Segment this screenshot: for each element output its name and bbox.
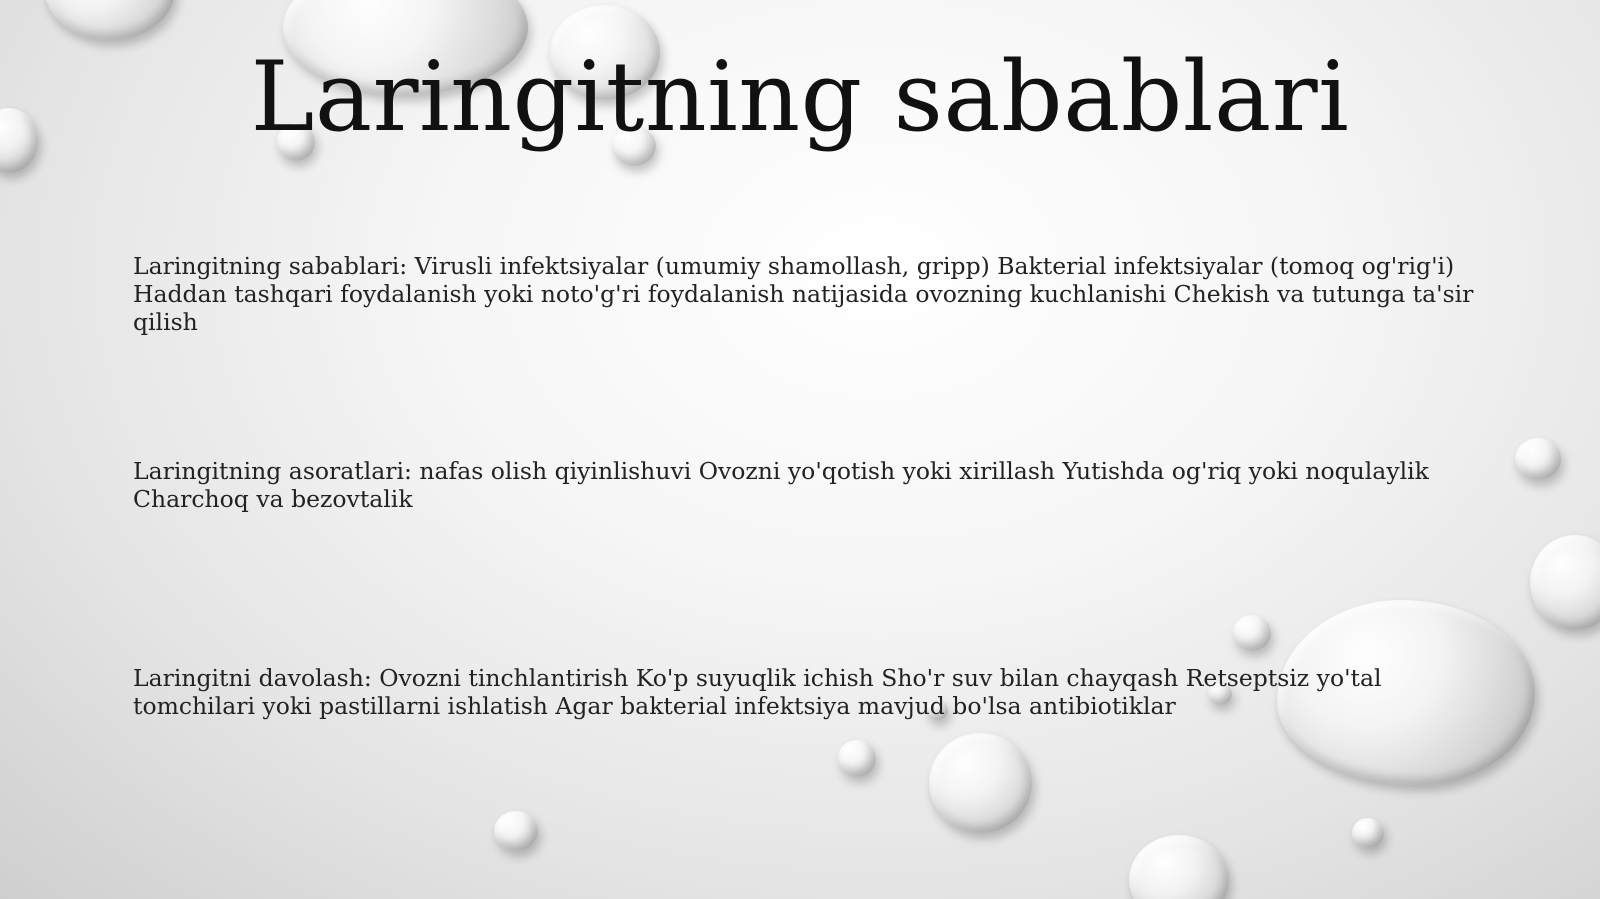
water-drop-decoration — [1233, 615, 1271, 651]
slide-title: Laringitning sabablari — [250, 41, 1350, 153]
water-drop-decoration — [45, 0, 175, 40]
treatment-paragraph: Laringitni davolash: Ovozni tinchlantirish Ko'p suyuqlik ichish Sho'r suv bilan chayqash Retseptsiz yo'tal tomchilari yoki pastillarni ishlatish Agar bakterial infektsiya mavjud bo'lsa antibiotiklar — [133, 664, 1382, 720]
water-drop-decoration — [494, 811, 538, 851]
causes-paragraph: Laringitning sabablari: Virusli infektsiyalar (umumiy shamollash, gripp) Bakterial infektsiyalar (tomoq og'rig'i) Haddan tashqari foydalanish yoki noto'g'ri foydalanish natijasida ovozning kuchlanishi Chekish va tutunga ta'sir qilish — [133, 252, 1474, 336]
water-drop-decoration — [1129, 835, 1229, 899]
complications-paragraph: Laringitning asoratlari: nafas olish qiyinlishuvi Ovozni yo'qotish yoki xirillash Yutishda og'riq yoki noqulaylik Charchoq va bezovtalik — [133, 457, 1429, 513]
water-drop-decoration — [929, 733, 1032, 833]
water-drop-decoration — [1515, 438, 1561, 480]
water-drop-decoration — [1530, 535, 1600, 630]
water-drop-decoration — [838, 740, 876, 777]
water-drop-decoration — [1352, 818, 1384, 848]
